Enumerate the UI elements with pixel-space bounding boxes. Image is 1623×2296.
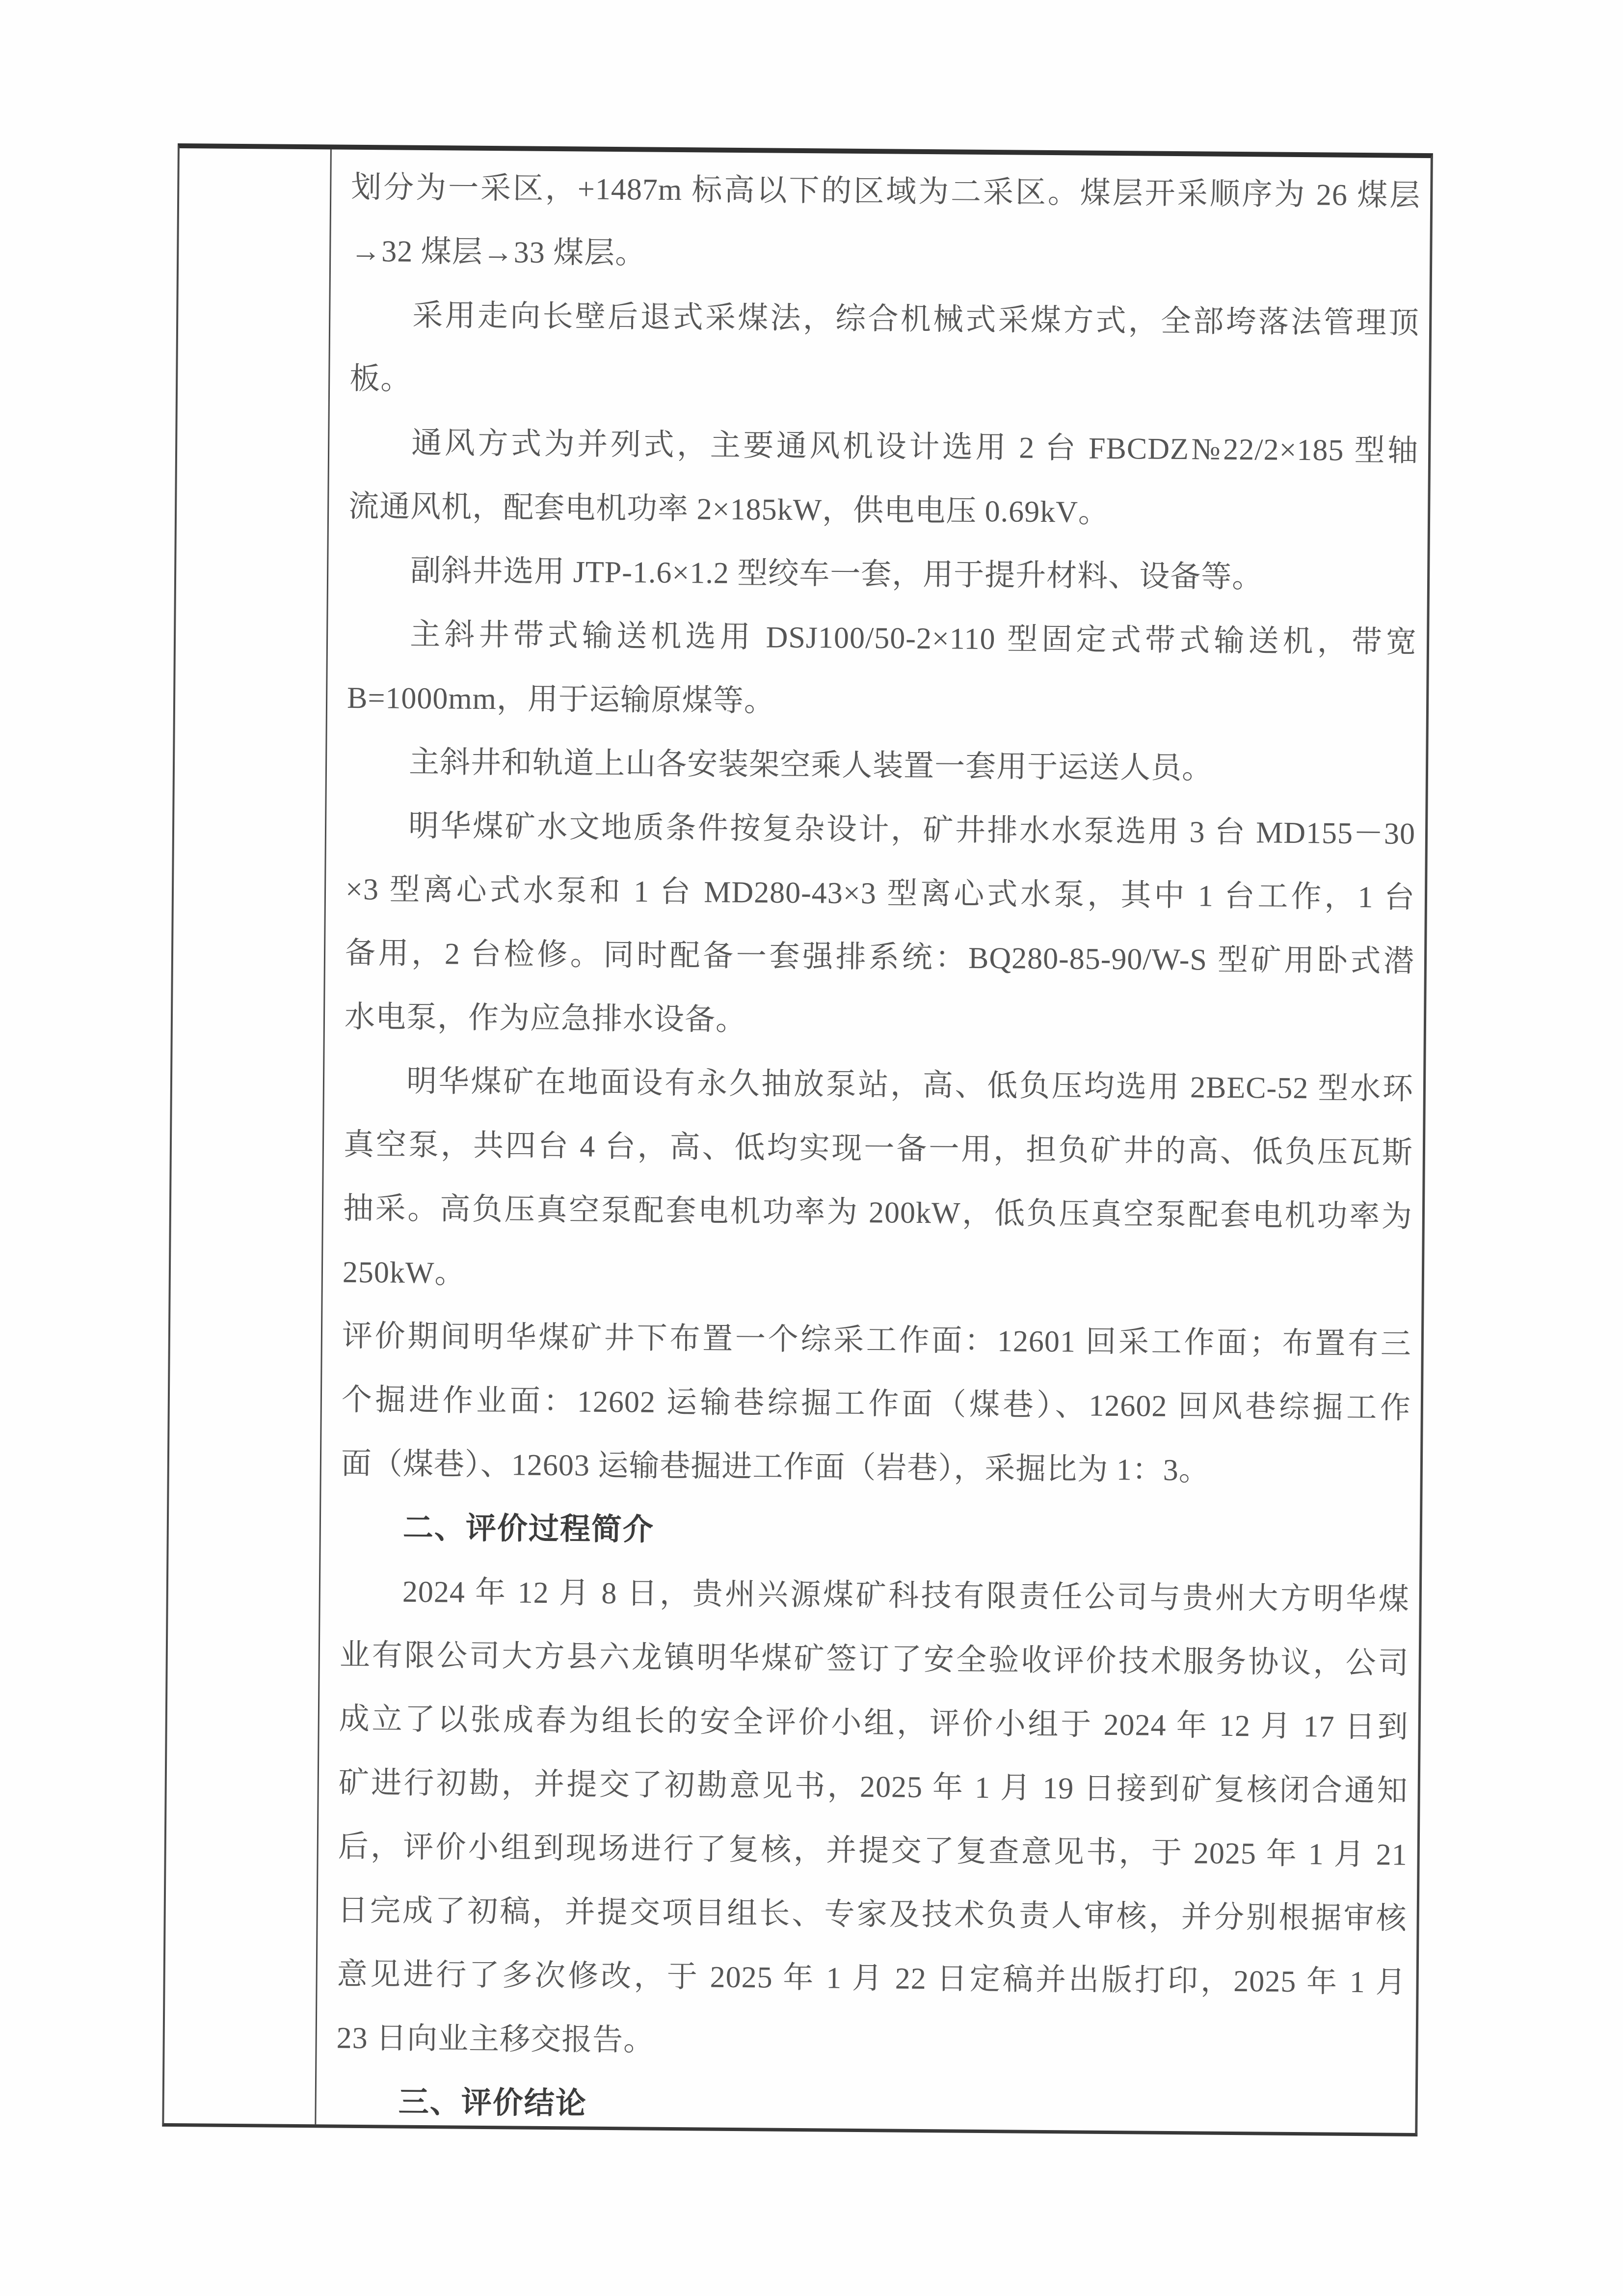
text-line: 划分为一采区，+1487m 标高以下的区域为二采区。煤层开采顺序为 26 煤层: [351, 170, 1421, 213]
text-line: 后，评价小组到现场进行了复核，并提交了复查意见书，于 2025 年 1 月 21: [338, 1830, 1408, 1872]
text-line: 水电泵，作为应急排水设备。: [344, 1000, 747, 1037]
text-line: 意见进行了多次修改，于 2025 年 1 月 22 日定稿并出版打印，2025 年 1 月: [337, 1957, 1407, 1999]
text-line: 面（煤巷）、12603 运输巷掘进工作面（岩巷），采掘比为 1：3。: [341, 1447, 1210, 1487]
text-line: 流通风机，配套电机功率 2×185kW，供电电压 0.69kV。: [348, 489, 1110, 529]
text-line: 主斜井和轨道上山各安装架空乘人装置一套用于运送人员。: [408, 745, 1213, 785]
text-line: ×3 型离心式水泵和 1 台 MD280-43×3 型离心式水泵，其中 1 台工作，1 台: [345, 872, 1415, 915]
text-line: 2024 年 12 月 8 日，贵州兴源煤矿科技有限责任公司与贵州大方明华煤: [402, 1575, 1410, 1617]
text-line: 板。: [349, 362, 412, 396]
text-line: 副斜井选用 JTP-1.6×1.2 型绞车一套，用于提升材料、设备等。: [410, 554, 1263, 594]
table-content-cell: [316, 149, 1431, 2133]
text-line: 业有限公司大方县六龙镇明华煤矿签订了安全验收评价技术服务协议，公司: [339, 1638, 1410, 1680]
table-stub-cell: [164, 148, 332, 2124]
text-line: 主斜井带式输送机选用 DSJ100/50-2×110 型固定式带式输送机，带宽: [409, 618, 1417, 659]
text-line: 真空泵，共四台 4 台，高、低均实现一备一用，担负矿井的高、低负压瓦斯: [343, 1128, 1413, 1170]
text-line: 23 日向业主移交报告。: [336, 2021, 655, 2057]
section-heading-line: 二、评价过程简介: [402, 1511, 655, 1547]
text-line: 日完成了初稿，并提交项目组长、专家及技术负责人审核，并分别根据审核: [337, 1893, 1407, 1936]
text-line: 矿进行初勘，并提交了初勘意见书，2025 年 1 月 19 日接到矿复核闭合通知: [338, 1766, 1408, 1808]
text-line: 抽采。高负压真空泵配套电机功率为 200kW，低负压真空泵配套电机功率为: [343, 1191, 1413, 1234]
text-line: 个掘进作业面：12602 运输巷综掘工作面（煤巷）、12602 回风巷综掘工作: [341, 1383, 1411, 1425]
text-line: 通风方式为并列式，主要通风机设计选用 2 台 FBCDZ№22/2×185 型轴: [411, 426, 1419, 468]
text-line: 明华煤矿水文地质条件按复杂设计，矿井排水水泵选用 3 台 MD155－30: [408, 809, 1416, 851]
report-table: [162, 143, 1433, 2136]
text-line: 250kW。: [342, 1255, 466, 1290]
text-line: →32 煤层→33 煤层。: [350, 234, 646, 270]
text-line: 备用，2 台检修。同时配备一套强排系统：BQ280-85-90/W-S 型矿用卧式潜: [345, 936, 1415, 978]
text-line: B=1000mm，用于运输原煤等。: [346, 681, 775, 718]
text-line: 明华煤矿在地面设有永久抽放泵站，高、低负压均选用 2BEC-52 型水环: [406, 1064, 1414, 1106]
content-lines: [336, 156, 1421, 2133]
text-line: 采用走向长壁后退式采煤法，综合机械式采煤方式，全部垮落法管理顶: [412, 298, 1420, 340]
text-line: 成立了以张成春为组长的安全评价小组，评价小组于 2024 年 12 月 17 日到: [339, 1702, 1409, 1744]
section-heading-line: 三、评价结论: [398, 2085, 587, 2121]
text-line: 评价期间明华煤矿井下布置一个综采工作面：12601 回采工作面；布置有三: [342, 1319, 1412, 1361]
